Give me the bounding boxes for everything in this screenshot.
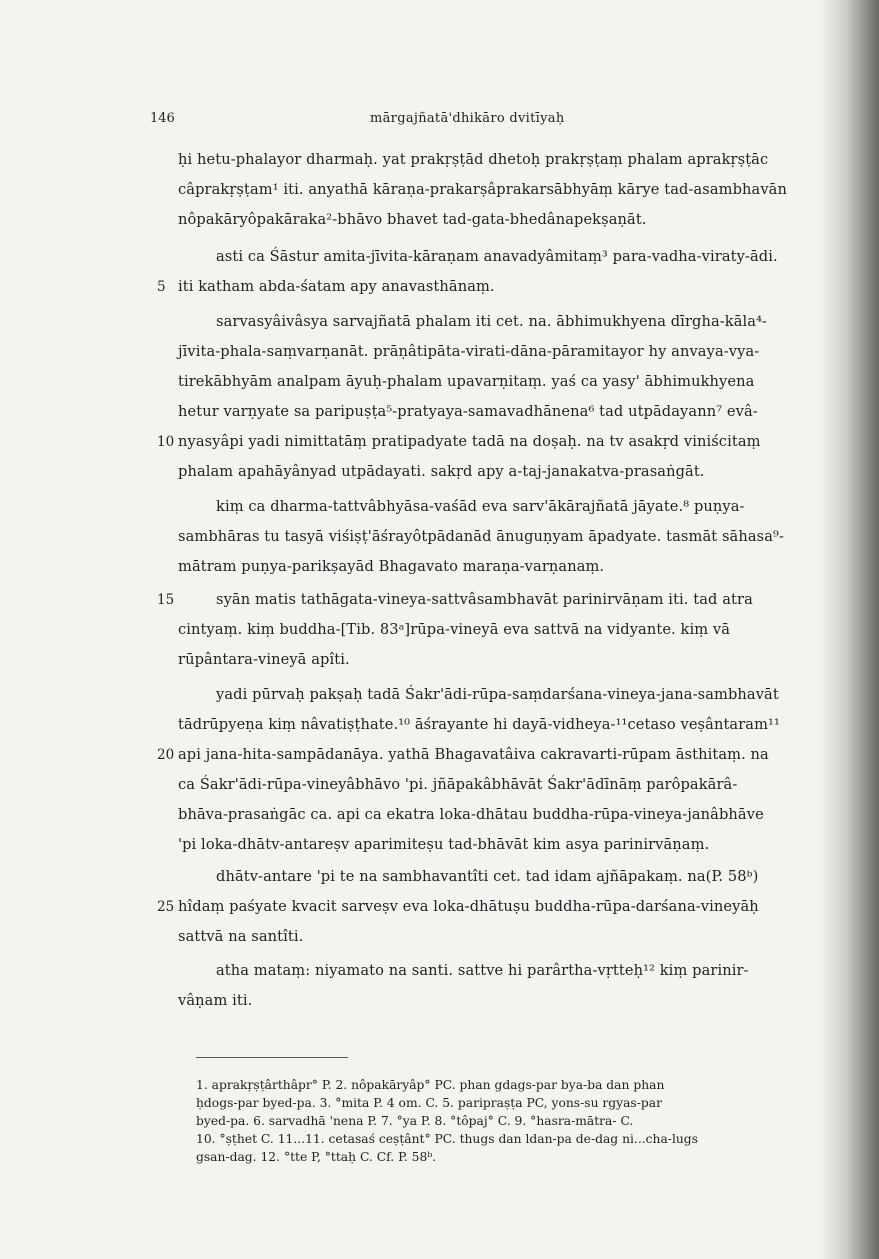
text-line: syān matis tathāgata-vineya-sattvâsambhavāt parinirvāṇam iti. tad atra	[216, 591, 753, 608]
text-line: sattvā na santîti.	[178, 928, 304, 945]
text-line: nyasyâpi yadi nimittatāṃ pratipadyate tadā na doṣaḥ. na tv asakṛd viniścitaṃ	[178, 433, 761, 450]
text-line: jīvita-phala-saṃvarṇanāt. prāṇâtipāta-virati-dāna-pāramitayor hy anvaya-vya-	[178, 343, 760, 360]
text-line: tādrūpyeṇa kiṃ nâvatiṣṭhate.¹⁰ āśrayante hi dayā-vidheya-¹¹cetaso veṣântaram¹¹	[178, 716, 780, 733]
text-line: cintyaṃ. kiṃ buddha-[Tib. 83ᵃ]rūpa-vineyā eva sattvā na vidyante. kiṃ vā	[178, 621, 731, 638]
text-line: dhātv-antare 'pi te na sambhavantîti cet. tad idam ajñāpakaṃ. na(P. 58ᵇ)	[216, 868, 759, 885]
text-line: iti katham abda-śatam apy anavasthānaṃ.	[178, 278, 495, 295]
text-line: hîdaṃ paśyate kvacit sarveṣv eva loka-dhātuṣu buddha-rūpa-darśana-vineyāḥ	[178, 898, 759, 915]
text-line: câprakṛṣṭam¹ iti. anyathā kāraṇa-prakarṣâprakarsābhyāṃ kārye tad-asambhavān	[178, 181, 787, 198]
text-line: yadi pūrvaḥ pakṣaḥ tadā Śakr'ādi-rūpa-saṃdarśana-vineya-jana-sambhavāt	[216, 686, 779, 703]
text-line: 'pi loka-dhātv-antareṣv aparimiteṣu tad-bhāvāt kim asya parinirvāṇaṃ.	[178, 836, 710, 853]
text-line: atha mataṃ: niyamato na santi. sattve hi parârtha-vṛtteḥ¹² kiṃ parinir-	[216, 962, 749, 979]
footnote-line: gsan-dag. 12. °tte P, °ttaḥ C. Cf. P. 58ᵇ.	[196, 1150, 437, 1164]
text-line: sambhāras tu tasyā viśiṣṭ'āśrayôtpādanād ānuguṇyam āpadyate. tasmāt sāhasa⁹-	[178, 528, 785, 545]
text-line: asti ca Śāstur amita-jīvita-kāraṇam anavadyâmitaṃ³ para-vadha-viraty-ādi.	[216, 248, 778, 265]
footnote-line: byed-pa. 6. sarvadhā 'nena P. 7. °ya P. 8. °tôpaj° C. 9. °hasra-mātra- C.	[196, 1114, 634, 1128]
line-number: 10	[157, 434, 175, 450]
line-number: 5	[157, 279, 166, 295]
page-number: 146	[150, 111, 175, 126]
page-header	[150, 111, 810, 133]
text-line: api jana-hita-sampādanāya. yathā Bhagavatâiva cakravarti-rūpam āsthitaṃ. na	[178, 746, 769, 763]
text-line: rūpântara-vineyā apîti.	[178, 651, 350, 668]
text-line: hetur varṇyate sa paripuṣṭa⁵-pratyaya-samavadhānena⁶ tad utpādayann⁷ evâ-	[178, 403, 758, 420]
text-line: vâṇam iti.	[178, 992, 253, 1009]
text-line: mātram puṇya-parikṣayād Bhagavato maraṇa-varṇanaṃ.	[178, 558, 605, 575]
text-line: tirekābhyām analpam āyuḥ-phalam upavarṇitaṃ. yaś ca yasy' ābhimukhyena	[178, 373, 755, 390]
line-number: 20	[157, 747, 175, 763]
footnote-line: 10. °ṣṭhet C. 11...11. cetasaś ceṣṭânt° PC. thugs dan ldan-pa de-dag ni...cha-lugs	[196, 1132, 698, 1146]
page-edge-shadow	[819, 0, 879, 1259]
text-line: ca Śakr'ādi-rūpa-vineyâbhāvo 'pi. jñāpakâbhāvāt Śakr'ādīnāṃ parôpakārâ-	[178, 776, 738, 793]
text-line: sarvasyâivâsya sarvajñatā phalam iti cet. na. ābhimukhyena dīrgha-kāla⁴-	[216, 313, 768, 330]
footnote-rule	[196, 1057, 348, 1058]
text-line: bhāva-prasaṅgāc ca. api ca ekatra loka-dhātau buddha-rūpa-vineya-janâbhāve	[178, 806, 764, 823]
line-number: 15	[157, 592, 175, 608]
text-line: nôpakāryôpakāraka²-bhāvo bhavet tad-gata-bhedânapekṣaṇāt.	[178, 211, 647, 228]
footnote-line: ḥdogs-par byed-pa. 3. °mita P. 4 om. C. 5. paripraṣṭa PC, yons-su rgyas-par	[196, 1096, 662, 1110]
text-line: kiṃ ca dharma-tattvâbhyāsa-vaśād eva sarv'ākārajñatā jāyate.⁸ puṇya-	[216, 498, 745, 515]
running-title: mārgajñatā'dhikāro dvitīyaḥ	[370, 111, 565, 126]
footnote-line: 1. aprakṛṣṭârthâpr° P. 2. nôpakāryâp° PC. phan gdags-par bya-ba dan phan	[196, 1078, 665, 1092]
text-line: ḥi hetu-phalayor dharmaḥ. yat prakṛṣṭād dhetoḥ prakṛṣṭaṃ phalam aprakṛṣṭāc	[178, 151, 769, 168]
text-line: phalam apahāyânyad utpādayati. sakṛd apy a-taj-janakatva-prasaṅgāt.	[178, 463, 705, 480]
line-number: 25	[157, 899, 175, 915]
